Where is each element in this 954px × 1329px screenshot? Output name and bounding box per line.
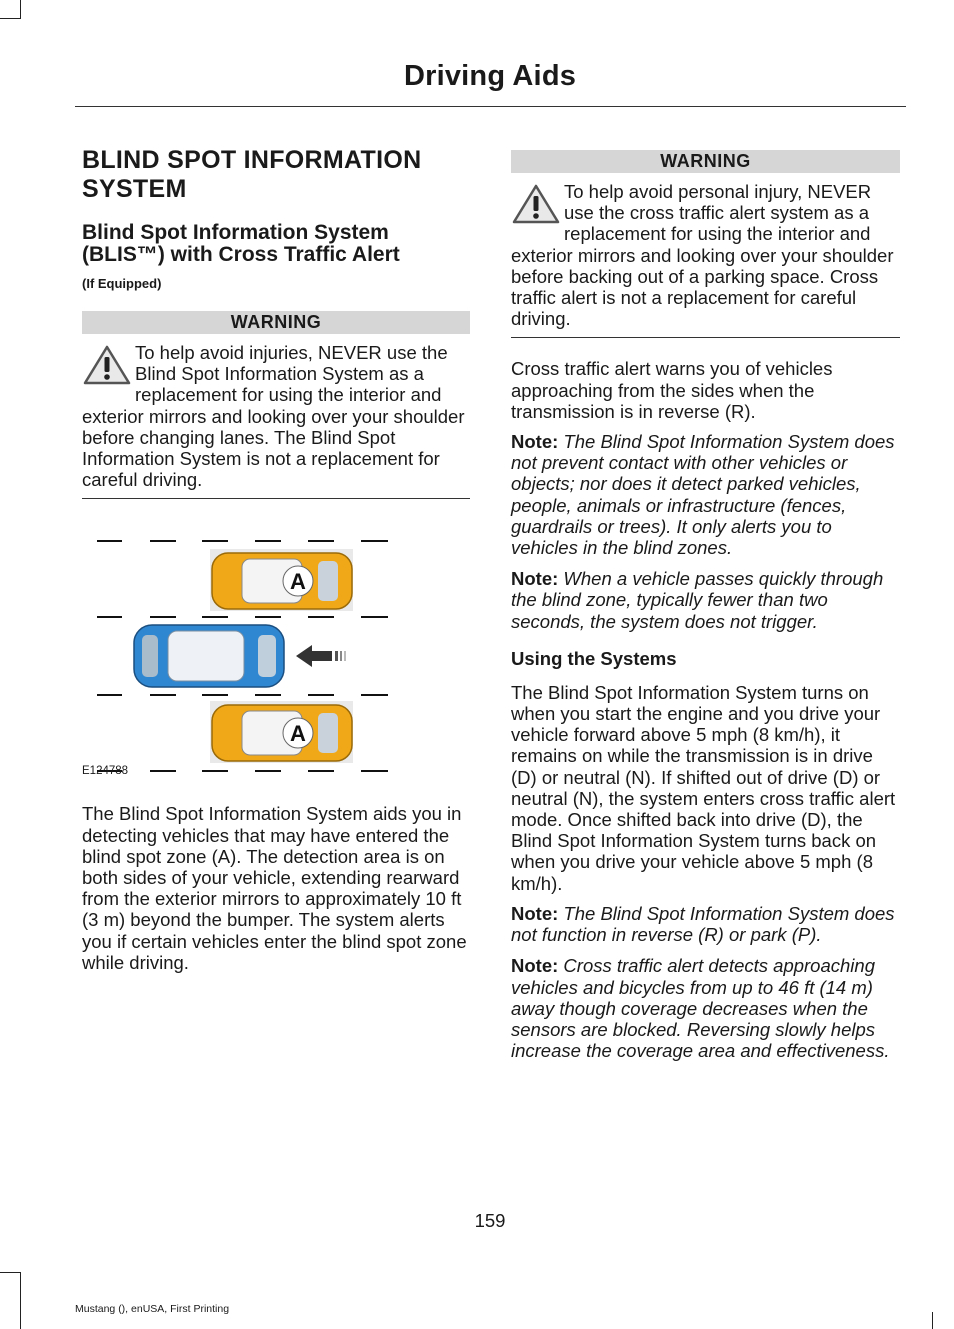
note-text: When a vehicle passes quickly through the blind zone, typically fewer than two seconds, the system does not trigger.: [511, 568, 884, 632]
page-title: Driving Aids: [403, 60, 577, 92]
title-divider: [75, 106, 906, 107]
warning-body: [82, 334, 470, 499]
blis-description: The Blind Spot Information System aids you in detecting vehicles that may have entered the blind spot zone (A). The detection area is on both sides of your vehicle, extending rearward from the exterior mirrors to approximately 10 ft (3 m) beyond the bumper. The system alerts you if certain vehicles enter the blind spot zone while driving.: [82, 803, 467, 973]
note-label: Note:: [511, 955, 559, 977]
right-column: [511, 150, 900, 1071]
figure-code: E124788: [82, 765, 129, 778]
note-label: Note:: [511, 431, 559, 453]
section-title: BLIND SPOT INFORMATION SYSTEM: [82, 146, 422, 203]
warning-box: [82, 311, 470, 499]
crop-mark: [0, 1272, 21, 1273]
note-paragraph: [511, 568, 900, 632]
zone-car-top: [210, 549, 353, 611]
crop-mark: [932, 1312, 933, 1329]
note-text: The Blind Spot Information System does not function in reverse (R) or park (P).: [511, 902, 895, 946]
warning-text: To help avoid injuries, NEVER use the Blind Spot Information System as a replacement for using the interior and exterior mirrors and looking over your shoulder before changing lanes. The Blind Spot Information System is not a replacement for careful driving.: [82, 342, 465, 491]
crop-mark: [0, 18, 21, 19]
left-arrow-icon: [296, 645, 346, 667]
crop-mark: [20, 1272, 21, 1329]
warning-heading: WARNING: [82, 311, 470, 334]
subsection-title: Blind Spot Information System (BLIS™) with Cross Traffic Alert: [82, 221, 400, 266]
using-systems-heading: Using the Systems: [511, 647, 677, 669]
note-text: The Blind Spot Information System does not prevent contact with other vehicles or objects; nor does it detect parked vehicles, people, animals or infrastructure (fences, guardrails or trees). It only alerts you to vehicles in the blind zones.: [511, 431, 895, 559]
warning-text: To help avoid personal injury, NEVER use the cross traffic alert system as a replacement for using the interior and exterior mirrors and looking over your shoulder before backing out of a parking space. Cross traffic alert is not a replacement for careful driving.: [511, 181, 894, 330]
zone-label: A: [290, 569, 306, 595]
footer-text: Mustang (), enUSA, First Printing: [75, 1303, 230, 1315]
host-car: [134, 625, 284, 687]
using-systems-text: The Blind Spot Information System turns on when you start the engine and you drive your vehicle forward above 5 mph (8 km/h), it remains on while the transmission is in drive (D) or neutral (N). If shifted out of drive (D) or neutral (N), the system enters cross traffic alert mode. Once shifted back into drive (D), the Blind Spot Information System turns back on when you drive your vehicle above 5 mph (8 km/h).: [511, 681, 896, 894]
cross-traffic-intro: Cross traffic alert warns you of vehicles approaching from the sides when the transmission is in reverse (R).: [511, 358, 833, 422]
warning-box: [511, 150, 900, 338]
warning-triangle-icon: [82, 344, 132, 386]
note-label: Note:: [511, 902, 559, 924]
warning-triangle-icon: [511, 183, 561, 225]
note-paragraph: [511, 955, 900, 1061]
warning-body: [511, 173, 900, 338]
crop-mark: [20, 0, 21, 18]
left-column: [82, 146, 470, 982]
zone-car-bottom: [210, 701, 353, 763]
equipped-note: (If Equipped): [82, 276, 162, 291]
page-number: 159: [474, 1210, 506, 1231]
warning-heading: WARNING: [511, 150, 900, 173]
note-text: Cross traffic alert detects approaching vehicles and bicycles from up to 46 ft (14 m) away though coverage decreases when the sensors are blocked. Reversing slowly helps increase the coverage area and effectiveness.: [511, 955, 890, 1062]
zone-label: A: [290, 721, 306, 747]
note-paragraph: [511, 431, 900, 558]
blind-spot-diagram: [82, 519, 470, 779]
blind-spot-figure: [82, 519, 470, 779]
note-label: Note:: [511, 568, 559, 590]
note-paragraph: [511, 903, 900, 945]
